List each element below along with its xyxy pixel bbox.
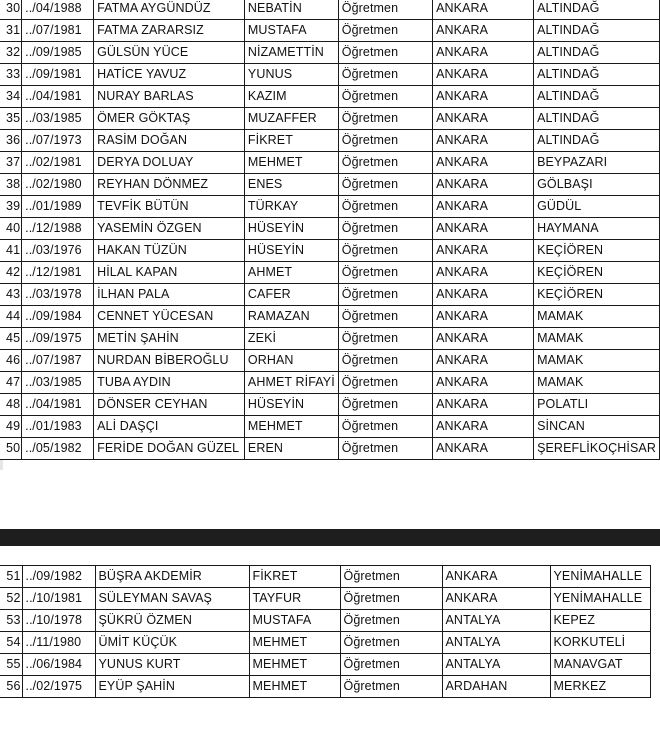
district-cell: MAMAK — [534, 350, 660, 372]
province-cell: ANKARA — [433, 328, 534, 350]
father-name-cell: RAMAZAN — [244, 306, 338, 328]
row-number-cell: 43 — [0, 284, 22, 306]
full-name-cell: ÖMER GÖKTAŞ — [94, 108, 245, 130]
full-name-cell: CENNET YÜCESAN — [94, 306, 245, 328]
table-row — [0, 438, 660, 460]
page-gap — [0, 546, 660, 565]
province-cell: ANKARA — [433, 86, 534, 108]
table-row — [0, 262, 660, 284]
birth-date-cell: ../09/1985 — [22, 42, 94, 64]
row-number-cell: 38 — [0, 174, 22, 196]
row-number-cell: 45 — [0, 328, 22, 350]
birth-date-cell: ../05/1982 — [22, 438, 94, 460]
table-row — [0, 130, 660, 152]
full-name-cell: İLHAN PALA — [94, 284, 245, 306]
district-cell: MANAVGAT — [550, 654, 650, 676]
full-name-cell: METİN ŞAHİN — [94, 328, 245, 350]
birth-date-cell: ../04/1981 — [22, 86, 94, 108]
row-number-cell: 34 — [0, 86, 22, 108]
row-number-cell: 42 — [0, 262, 22, 284]
father-name-cell: MEHMET — [249, 632, 340, 654]
district-cell: KEPEZ — [550, 610, 650, 632]
father-name-cell: MEHMET — [244, 416, 338, 438]
table-row — [0, 372, 660, 394]
job-title-cell: Öğretmen — [338, 372, 432, 394]
birth-date-cell: ../03/1978 — [22, 284, 94, 306]
birth-date-cell: ../06/1984 — [22, 654, 95, 676]
province-cell: ANKARA — [433, 262, 534, 284]
father-name-cell: NEBATİN — [244, 0, 338, 20]
full-name-cell: HAKAN TÜZÜN — [94, 240, 245, 262]
birth-date-cell: ../12/1988 — [22, 218, 94, 240]
job-title-cell: Öğretmen — [338, 196, 432, 218]
district-cell: KEÇİÖREN — [534, 262, 660, 284]
father-name-cell: MUZAFFER — [244, 108, 338, 130]
job-title-cell: Öğretmen — [338, 20, 432, 42]
district-cell: ALTINDAĞ — [534, 86, 660, 108]
personnel-table-bottom — [0, 565, 651, 698]
table-row — [0, 588, 650, 610]
job-title-cell: Öğretmen — [338, 328, 432, 350]
row-number-cell: 41 — [0, 240, 22, 262]
job-title-cell: Öğretmen — [338, 218, 432, 240]
table-row — [0, 284, 660, 306]
full-name-cell: HATİCE YAVUZ — [94, 64, 245, 86]
province-cell: ANKARA — [433, 438, 534, 460]
district-cell: MAMAK — [534, 372, 660, 394]
job-title-cell: Öğretmen — [338, 86, 432, 108]
district-cell: GÜDÜL — [534, 196, 660, 218]
full-name-cell: BÜŞRA AKDEMİR — [95, 566, 249, 588]
table-row — [0, 610, 650, 632]
father-name-cell: AHMET — [244, 262, 338, 284]
table-row — [0, 0, 660, 20]
father-name-cell: MEHMET — [244, 152, 338, 174]
job-title-cell: Öğretmen — [338, 0, 432, 20]
job-title-cell: Öğretmen — [338, 240, 432, 262]
job-title-cell: Öğretmen — [338, 350, 432, 372]
job-title-cell: Öğretmen — [338, 42, 432, 64]
father-name-cell: HÜSEYİN — [244, 240, 338, 262]
job-title-cell: Öğretmen — [338, 64, 432, 86]
row-number-cell: 55 — [0, 654, 22, 676]
job-title-cell: Öğretmen — [338, 130, 432, 152]
table-row — [0, 416, 660, 438]
row-number-cell: 54 — [0, 632, 22, 654]
job-title-cell: Öğretmen — [338, 152, 432, 174]
father-name-cell: NİZAMETTİN — [244, 42, 338, 64]
father-name-cell: MUSTAFA — [244, 20, 338, 42]
province-cell: ANTALYA — [442, 654, 550, 676]
father-name-cell: YUNUS — [244, 64, 338, 86]
personnel-table-bottom-body — [0, 566, 650, 698]
father-name-cell: CAFER — [244, 284, 338, 306]
birth-date-cell: ../01/1989 — [22, 196, 94, 218]
district-cell: ALTINDAĞ — [534, 64, 660, 86]
job-title-cell: Öğretmen — [340, 610, 442, 632]
birth-date-cell: ../12/1981 — [22, 262, 94, 284]
job-title-cell: Öğretmen — [340, 654, 442, 676]
job-title-cell: Öğretmen — [338, 284, 432, 306]
row-number-cell: 52 — [0, 588, 22, 610]
table-row — [0, 632, 650, 654]
province-cell: ANKARA — [433, 196, 534, 218]
full-name-cell: YASEMİN ÖZGEN — [94, 218, 245, 240]
birth-date-cell: ../02/1975 — [22, 676, 95, 698]
father-name-cell: HÜSEYİN — [244, 394, 338, 416]
province-cell: ANKARA — [433, 416, 534, 438]
father-name-cell: ENES — [244, 174, 338, 196]
district-cell: ALTINDAĞ — [534, 42, 660, 64]
full-name-cell: ALİ DAŞÇI — [94, 416, 245, 438]
job-title-cell: Öğretmen — [338, 416, 432, 438]
province-cell: ANKARA — [433, 152, 534, 174]
province-cell: ANKARA — [433, 0, 534, 20]
row-number-cell: 31 — [0, 20, 22, 42]
father-name-cell: TÜRKAY — [244, 196, 338, 218]
district-cell: MERKEZ — [550, 676, 650, 698]
province-cell: ANKARA — [433, 394, 534, 416]
table-row — [0, 566, 650, 588]
full-name-cell: FERİDE DOĞAN GÜZEL — [94, 438, 245, 460]
father-name-cell: FİKRET — [249, 566, 340, 588]
father-name-cell: MUSTAFA — [249, 610, 340, 632]
district-cell: GÖLBAŞI — [534, 174, 660, 196]
birth-date-cell: ../07/1987 — [22, 350, 94, 372]
full-name-cell: HİLAL KAPAN — [94, 262, 245, 284]
birth-date-cell: ../04/1981 — [22, 394, 94, 416]
district-cell: HAYMANA — [534, 218, 660, 240]
district-cell: KEÇİÖREN — [534, 240, 660, 262]
district-cell: ALTINDAĞ — [534, 0, 660, 20]
row-number-cell: 32 — [0, 42, 22, 64]
job-title-cell: Öğretmen — [340, 676, 442, 698]
district-cell: MAMAK — [534, 306, 660, 328]
table-row — [0, 676, 650, 698]
table-row — [0, 328, 660, 350]
full-name-cell: NURAY BARLAS — [94, 86, 245, 108]
district-cell: ALTINDAĞ — [534, 130, 660, 152]
full-name-cell: FATMA ZARARSIZ — [94, 20, 245, 42]
row-number-cell: 56 — [0, 676, 22, 698]
district-cell: ALTINDAĞ — [534, 20, 660, 42]
row-number-cell: 30 — [0, 0, 22, 20]
row-number-cell: 33 — [0, 64, 22, 86]
birth-date-cell: ../09/1975 — [22, 328, 94, 350]
district-cell: SİNCAN — [534, 416, 660, 438]
row-number-cell: 51 — [0, 566, 22, 588]
father-name-cell: TAYFUR — [249, 588, 340, 610]
father-name-cell: EREN — [244, 438, 338, 460]
job-title-cell: Öğretmen — [340, 632, 442, 654]
row-number-cell: 49 — [0, 416, 22, 438]
birth-date-cell: ../09/1981 — [22, 64, 94, 86]
birth-date-cell: ../10/1981 — [22, 588, 95, 610]
father-name-cell: HÜSEYİN — [244, 218, 338, 240]
table-row — [0, 42, 660, 64]
birth-date-cell: ../01/1983 — [22, 416, 94, 438]
table-row — [0, 196, 660, 218]
table-row — [0, 394, 660, 416]
row-number-cell: 39 — [0, 196, 22, 218]
table-row — [0, 306, 660, 328]
row-number-cell: 40 — [0, 218, 22, 240]
full-name-cell: SÜLEYMAN SAVAŞ — [95, 588, 249, 610]
table-row — [0, 108, 660, 130]
table-row — [0, 240, 660, 262]
row-number-cell: 44 — [0, 306, 22, 328]
row-number-cell: 36 — [0, 130, 22, 152]
full-name-cell: ŞÜKRÜ ÖZMEN — [95, 610, 249, 632]
full-name-cell: NURDAN BİBEROĞLU — [94, 350, 245, 372]
province-cell: ANKARA — [433, 306, 534, 328]
full-name-cell: GÜLSÜN YÜCE — [94, 42, 245, 64]
district-cell: KORKUTELİ — [550, 632, 650, 654]
district-cell: ALTINDAĞ — [534, 108, 660, 130]
father-name-cell: MEHMET — [249, 676, 340, 698]
district-cell: YENİMAHALLE — [550, 566, 650, 588]
full-name-cell: TEVFİK BÜTÜN — [94, 196, 245, 218]
job-title-cell: Öğretmen — [340, 588, 442, 610]
list-page-bottom — [0, 565, 651, 698]
province-cell: ANKARA — [433, 218, 534, 240]
job-title-cell: Öğretmen — [338, 438, 432, 460]
birth-date-cell: ../07/1973 — [22, 130, 94, 152]
table-row — [0, 654, 650, 676]
birth-date-cell: ../04/1988 — [22, 0, 94, 20]
birth-date-cell: ../03/1985 — [22, 108, 94, 130]
province-cell: ANTALYA — [442, 632, 550, 654]
birth-date-cell: ../07/1981 — [22, 20, 94, 42]
page-separator — [0, 529, 660, 546]
province-cell: ANKARA — [433, 372, 534, 394]
full-name-cell: REYHAN DÖNMEZ — [94, 174, 245, 196]
row-number-cell: 53 — [0, 610, 22, 632]
full-name-cell: RASİM DOĞAN — [94, 130, 245, 152]
full-name-cell: YUNUS KURT — [95, 654, 249, 676]
district-cell: ŞEREFLİKOÇHİSAR — [534, 438, 660, 460]
full-name-cell: EYÜP ŞAHİN — [95, 676, 249, 698]
birth-date-cell: ../03/1976 — [22, 240, 94, 262]
birth-date-cell: ../10/1978 — [22, 610, 95, 632]
province-cell: ANKARA — [442, 566, 550, 588]
row-number-cell: 35 — [0, 108, 22, 130]
birth-date-cell: ../02/1980 — [22, 174, 94, 196]
province-cell: ANKARA — [433, 108, 534, 130]
province-cell: ANKARA — [433, 42, 534, 64]
birth-date-cell: ../02/1981 — [22, 152, 94, 174]
job-title-cell: Öğretmen — [338, 306, 432, 328]
father-name-cell: KAZIM — [244, 86, 338, 108]
job-title-cell: Öğretmen — [338, 108, 432, 130]
table-row — [0, 350, 660, 372]
province-cell: ANKARA — [442, 588, 550, 610]
table-row — [0, 218, 660, 240]
row-number-cell: 46 — [0, 350, 22, 372]
job-title-cell: Öğretmen — [338, 394, 432, 416]
full-name-cell: FATMA AYGÜNDÜZ — [94, 0, 245, 20]
province-cell: ANKARA — [433, 284, 534, 306]
father-name-cell: AHMET RİFAYİ — [244, 372, 338, 394]
father-name-cell: ORHAN — [244, 350, 338, 372]
table-row — [0, 86, 660, 108]
district-cell: KEÇİÖREN — [534, 284, 660, 306]
table-row — [0, 64, 660, 86]
father-name-cell: FİKRET — [244, 130, 338, 152]
job-title-cell: Öğretmen — [340, 566, 442, 588]
table-row — [0, 20, 660, 42]
full-name-cell: DERYA DOLUAY — [94, 152, 245, 174]
province-cell: ANKARA — [433, 20, 534, 42]
birth-date-cell: ../09/1984 — [22, 306, 94, 328]
province-cell: ANKARA — [433, 174, 534, 196]
full-name-cell: DÖNSER CEYHAN — [94, 394, 245, 416]
province-cell: ANKARA — [433, 64, 534, 86]
district-cell: POLATLI — [534, 394, 660, 416]
full-name-cell: TUBA AYDIN — [94, 372, 245, 394]
birth-date-cell: ../09/1982 — [22, 566, 95, 588]
row-number-cell: 47 — [0, 372, 22, 394]
province-cell: ANKARA — [433, 350, 534, 372]
row-number-cell: 37 — [0, 152, 22, 174]
district-cell: MAMAK — [534, 328, 660, 350]
full-name-cell: ÜMİT KÜÇÜK — [95, 632, 249, 654]
job-title-cell: Öğretmen — [338, 174, 432, 196]
province-cell: ANKARA — [433, 240, 534, 262]
birth-date-cell: ../03/1985 — [22, 372, 94, 394]
row-number-cell: 50 — [0, 438, 22, 460]
district-cell: BEYPAZARI — [534, 152, 660, 174]
table-row — [0, 152, 660, 174]
father-name-cell: MEHMET — [249, 654, 340, 676]
district-cell: YENİMAHALLE — [550, 588, 650, 610]
row-number-cell: 48 — [0, 394, 22, 416]
province-cell: ARDAHAN — [442, 676, 550, 698]
job-title-cell: Öğretmen — [338, 262, 432, 284]
birth-date-cell: ../11/1980 — [22, 632, 95, 654]
province-cell: ANTALYA — [442, 610, 550, 632]
father-name-cell: ZEKİ — [244, 328, 338, 350]
table-row — [0, 174, 660, 196]
province-cell: ANKARA — [433, 130, 534, 152]
